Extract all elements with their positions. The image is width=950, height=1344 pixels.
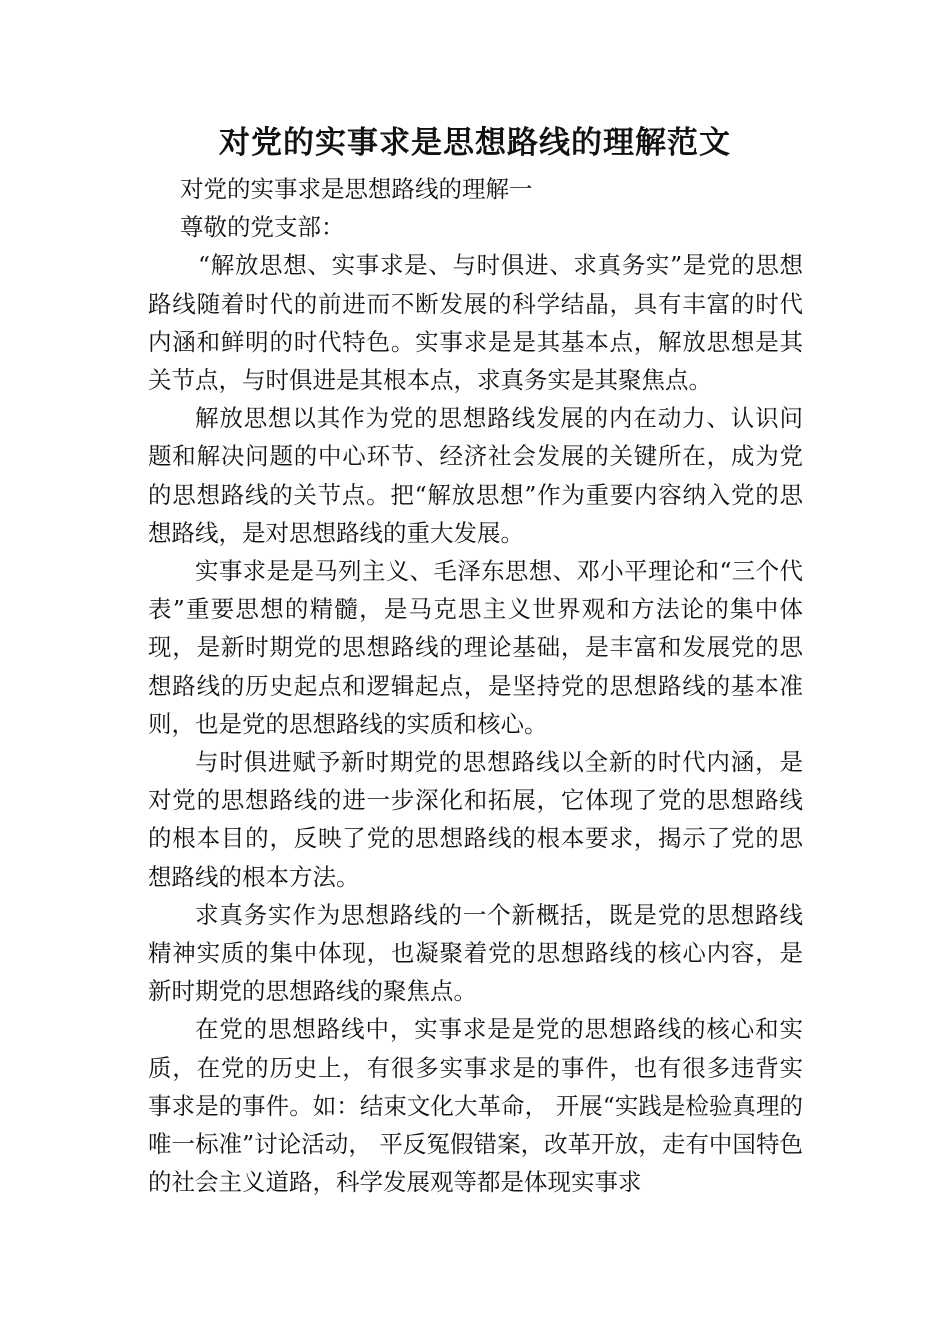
paragraph-4: 与时俱进赋予新时期党的思想路线以全新的时代内涵，是对党的思想路线的进一步深化和拓展，它体现了党的思想路线的根本目的，反映了党的思想路线的根本要求，揭示了党的思想路线的根本方法。 xyxy=(148,748,803,891)
salutation: 尊敬的党支部： xyxy=(180,213,345,242)
paragraph-1: “解放思想、实事求是、与时俱进、求真务实”是党的思想路线随着时代的前进而不断发展的科学结晶，具有丰富的时代内涵和鲜明的时代特色。实事求是是其基本点，解放思想是其关节点，与时俱进是其根本点，求真务实是其聚焦点。 xyxy=(148,251,803,395)
paragraph-5: 求真务实作为思想路线的一个新概括，既是党的思想路线精神实质的集中体现，也凝聚着党的思想路线的核心内容，是新时期党的思想路线的聚焦点。 xyxy=(148,900,803,1006)
paragraph-6: 在党的思想路线中，实事求是是党的思想路线的核心和实质，在党的历史上，有很多实事求是的事件，也有很多违背实事求是的事件。如：结束文化大革命， 开展“实践是检验真理的唯一标准”讨论活动， 平反冤假错案，改革开放，走有中国特色的社会主义道路，科学发展观等都是体现实事求 xyxy=(148,1015,803,1197)
document-subtitle: 对党的实事求是思想路线的理解一 xyxy=(180,175,533,203)
paragraph-2: 解放思想以其作为党的思想路线发展的内在动力、认识问题和解决问题的中心环节、经济社会发展的关键所在，成为党的思想路线的关节点。把“解放思想”作为重要内容纳入党的思想路线，是对思想路线的重大发展。 xyxy=(148,404,803,547)
document-body xyxy=(148,170,803,1201)
paragraph-3: 实事求是是马列主义、毛泽东思想、邓小平理论和“三个代表”重要思想的精髓，是马克思主义世界观和方法论的集中体现，是新时期党的思想路线的理论基础，是丰富和发展党的思想路线的历史起点和逻辑起点，是坚持党的思想路线的基本准则，也是党的思想路线的实质和核心。 xyxy=(148,557,803,738)
document-title: 对党的实事求是思想路线的理解范文 xyxy=(219,125,731,161)
